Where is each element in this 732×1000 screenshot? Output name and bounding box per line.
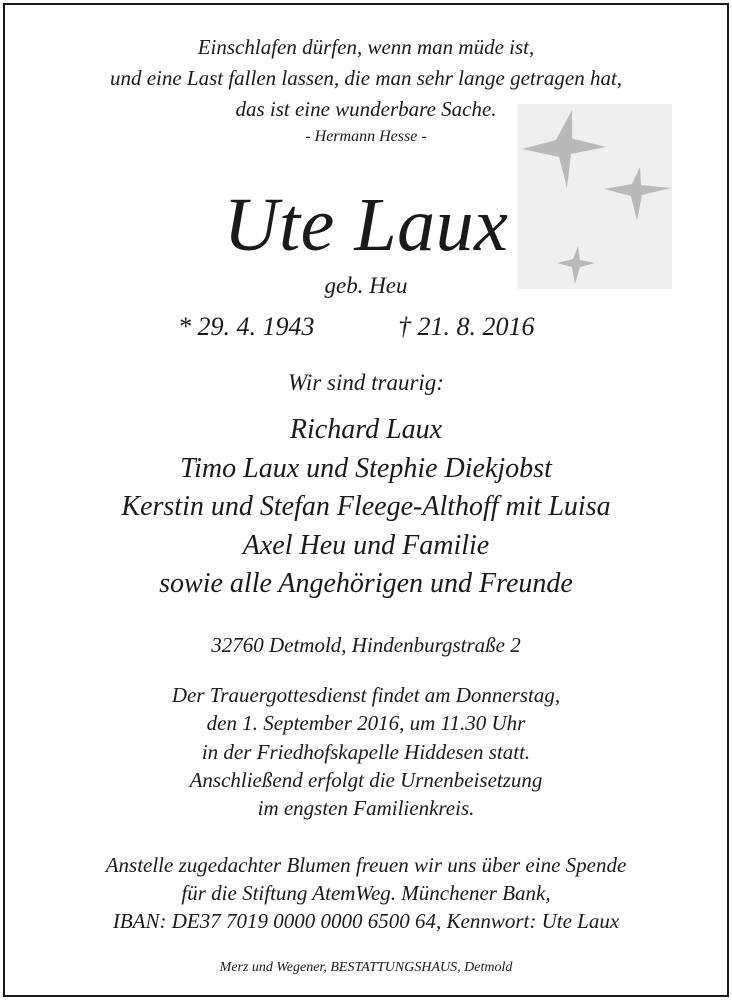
maiden-name: geb. Heu [324, 273, 408, 298]
mourner-line: sowie alle Angehörigen und Freunde [159, 568, 573, 599]
mourner-line: Timo Laux und Stephie Diekjobst [180, 452, 552, 484]
death-date: † 21. 8. 2016 [398, 312, 535, 341]
service-line: in der Friedhofskapelle Hiddesen statt. [201, 739, 531, 764]
donation-line: für die Stiftung AtemWeg. Münchener Bank, [181, 881, 551, 905]
family-address: 32760 Detmold, Hindenburgstraße 2 [211, 633, 521, 657]
quote-line: Einschlafen dürfen, wenn man müde ist, [197, 35, 535, 59]
birth-date: * 29. 4. 1943 [178, 312, 315, 341]
deceased-name: Ute Laux [223, 183, 509, 267]
mourner-line: Axel Heu und Familie [242, 529, 490, 561]
mourner-line: Richard Laux [289, 414, 443, 445]
service-line: den 1. September 2016, um 11.30 Uhr [206, 711, 526, 736]
mourner-line: Kerstin und Stefan Fleege-Althoff mit Luisa [121, 491, 611, 522]
service-info [0, 681, 732, 822]
funeral-home: Merz und Wegener, BESTATTUNGSHAUS, Detmold [219, 960, 513, 975]
quote-line: das ist eine wunderbare Sache. [235, 97, 497, 121]
service-line: Der Trauergottesdienst findet am Donnerstag, [171, 683, 561, 707]
quote-line: und eine Last fallen lassen, die man sehr lange getragen hat, [109, 66, 623, 90]
quote-author: - Hermann Hesse - [305, 128, 427, 145]
donation-info [0, 851, 732, 935]
donation-line: IBAN: DE37 7019 0000 0000 6500 64, Kennwort: Ute Laux [112, 909, 620, 933]
service-line: Anschließend erfolgt die Urnenbeisetzung [189, 767, 543, 792]
service-line: im engsten Familienkreis. [257, 796, 475, 821]
mourners-list [0, 411, 732, 604]
donation-line: Anstelle zugedachter Blumen freuen wir uns über eine Spende [105, 853, 627, 877]
quote-block [0, 32, 732, 149]
mourners-intro: Wir sind traurig: [288, 370, 444, 395]
